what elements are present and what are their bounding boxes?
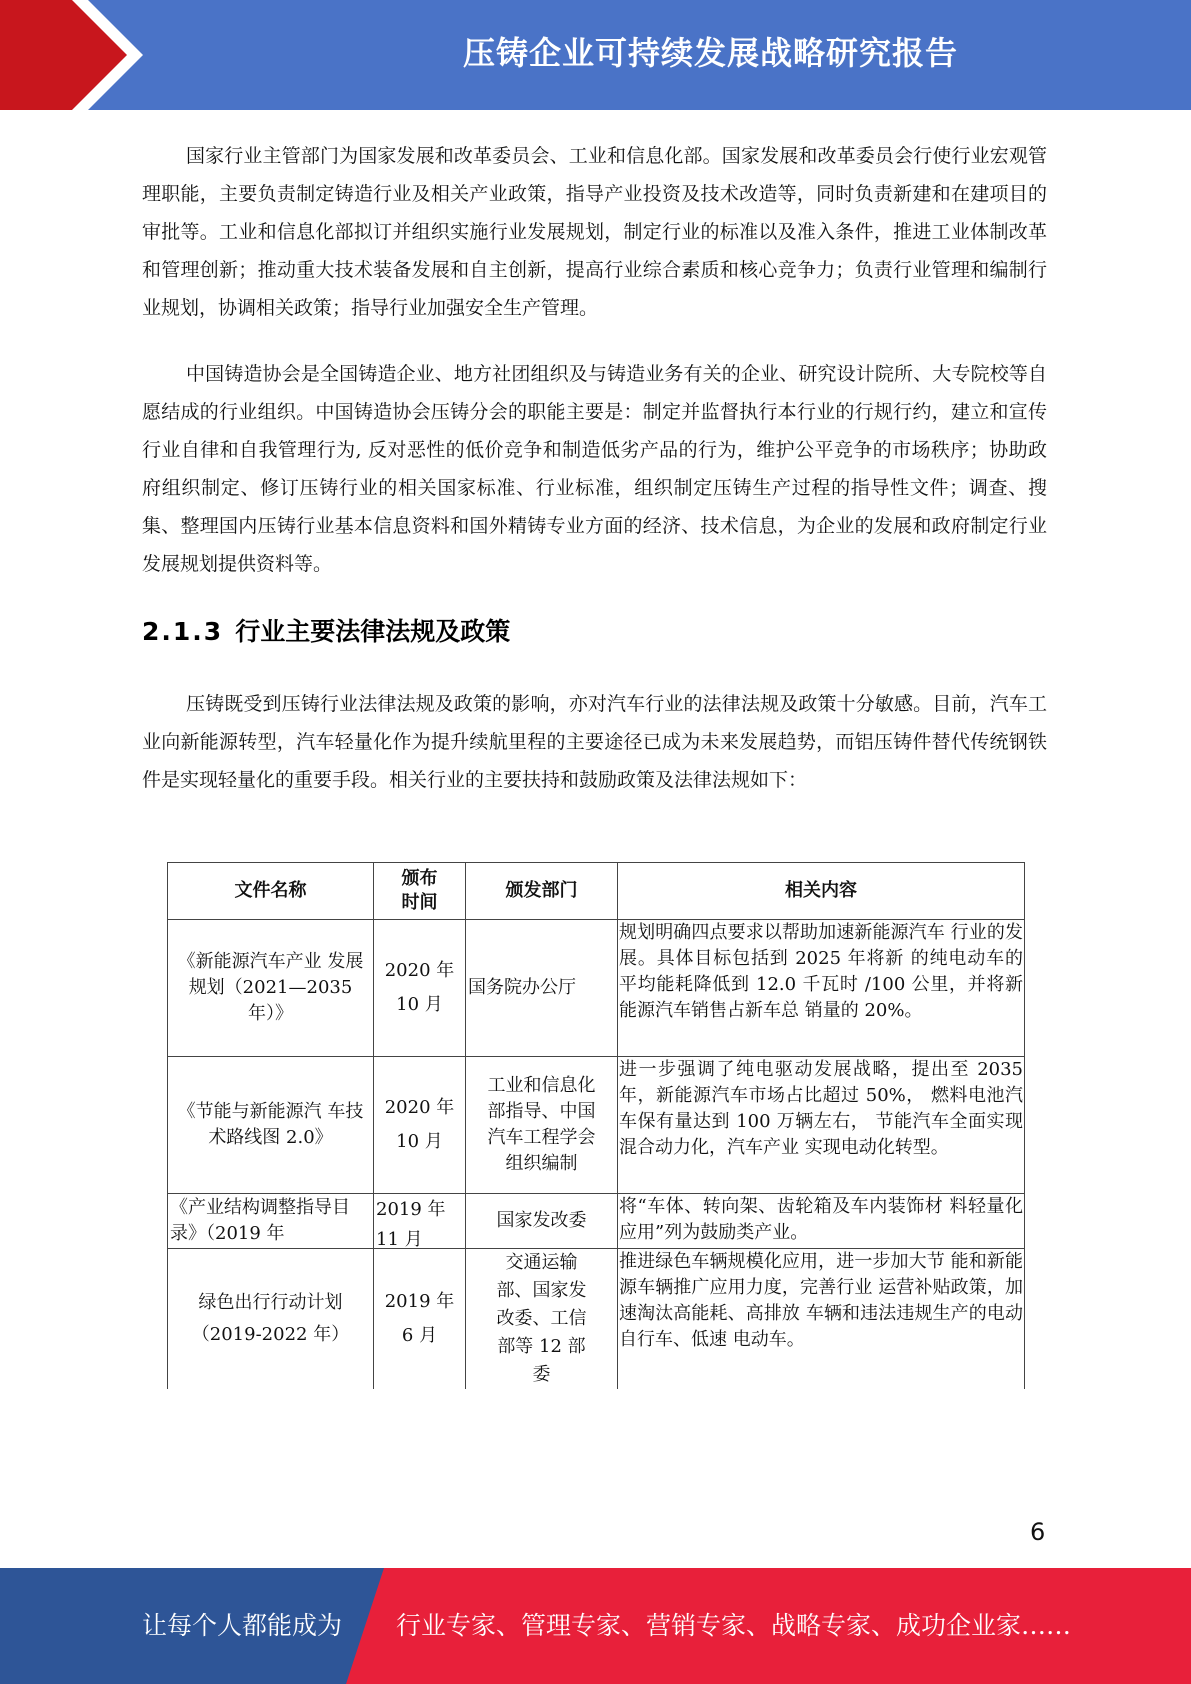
footer-slogan-right: 行业专家、管理专家、营销专家、战略专家、成功企业家……	[396, 1611, 1072, 1640]
cell-content: 将“车体、转向架、齿轮箱及车内装饰材 料轻量化应用”列为鼓励类产业。	[618, 1194, 1025, 1249]
footer-slogan-left: 让每个人都能成为	[142, 1611, 343, 1640]
cell-issue-time: 2019 年 11 月	[374, 1194, 466, 1249]
table-row	[168, 1249, 1025, 1390]
cell-document-name: 《产业结构调整指导目录》（2019 年	[168, 1194, 374, 1249]
cell-content: 进一步强调了纯电驱动发展战略，提出至 2035 年，新能源汽车市场占比超过 50%， 燃料电池汽车保有量达到 100 万辆左右， 节能汽车全面实现混合动力化，汽车产业 实现电动化转型。	[618, 1057, 1025, 1194]
cell-document-name: 《新能源汽车产业 发展规划（2021—2035 年）》	[168, 920, 374, 1057]
cell-issuing-dept: 工业和信息化部指导、中国汽车工程学会组织编制	[466, 1057, 618, 1194]
table-header-row	[168, 863, 1025, 920]
table-row	[168, 1194, 1025, 1249]
cell-issue-time: 2020 年 10 月	[374, 920, 466, 1057]
cell-content: 规划明确四点要求以帮助加速新能源汽车 行业的发展。具体目标包括到 2025 年将新 的纯电动车的平均能耗降低到 12.0 千瓦时 /100 公里，并将新能源汽车销售占新车总 销量的 20%。	[618, 920, 1025, 1057]
page-footer	[0, 1568, 1191, 1684]
header-content: 相关内容	[618, 863, 1025, 920]
report-title: 压铸企业可持续发展战略研究报告	[462, 34, 958, 72]
header-issue-time: 颁布时间	[374, 863, 466, 920]
cell-issue-time: 2019 年 6 月	[374, 1249, 466, 1390]
paragraph-regulators: 国家行业主管部门为国家发展和改革委员会、工业和信息化部。国家发展和改革委员会行使行业宏观管理职能，主要负责制定铸造行业及相关产业政策，指导产业投资及技术改造等，同时负责新建和在建项目的审批等。工业和信息化部拟订并组织实施行业发展规划，制定行业的标准以及准入条件，推进工业体制改革和管理创新；推动重大技术装备发展和自主创新，提高行业综合素质和核心竞争力；负责行业管理和编制行业规划，协调相关政策；指导行业加强安全生产管理。	[142, 145, 1047, 319]
chevron-decoration-icon	[0, 0, 160, 110]
paragraph-association: 中国铸造协会是全国铸造企业、地方社团组织及与铸造业务有关的企业、研究设计院所、大专院校等自愿结成的行业组织。中国铸造协会压铸分会的职能主要是：制定并监督执行本行业的行规行约，建立和宣传行业自律和自我管理行为, 反对恶性的低价竞争和制造低劣产品的行为，维护公平竞争的市场秩序；协助政府组织制定、修订压铸行业的相关国家标准、行业标准，组织制定压铸生产过程的指导性文件；调查、搜集、整理国内压铸行业基本信息资料和国外精铸专业方面的经济、技术信息，为企业的发展和政府制定行业发展规划提供资料等。	[142, 363, 1047, 575]
paragraph-policy-intro: 压铸既受到压铸行业法律法规及政策的影响，亦对汽车行业的法律法规及政策十分敏感。目前，汽车工业向新能源转型，汽车轻量化作为提升续航里程的主要途径已成为未来发展趋势，而铝压铸件替代传统钢铁件是实现轻量化的重要手段。相关行业的主要扶持和鼓励政策及法律法规如下：	[142, 693, 1047, 791]
section-heading	[142, 612, 510, 648]
cell-issuing-dept: 交通运输部、国家发改委、工信部等 12 部委	[466, 1249, 618, 1390]
table-row	[168, 1057, 1025, 1194]
page-number: 6	[1030, 1518, 1046, 1546]
cell-content: 推进绿色车辆规模化应用，进一步加大节 能和新能源车辆推广应用力度，完善行业 运营补贴政策，加速淘汰高能耗、高排放 车辆和违法违规生产的电动自行车、低速 电动车。	[618, 1249, 1025, 1390]
policy-table	[167, 862, 1025, 1389]
cell-issuing-dept: 国家发改委	[466, 1194, 618, 1249]
section-number: 2.1.3	[142, 617, 224, 646]
header-issuing-dept: 颁发部门	[466, 863, 618, 920]
page-header	[0, 0, 1191, 110]
cell-document-name: 绿色出行行动计划（2019-2022 年）	[168, 1249, 374, 1390]
header-document-name: 文件名称	[168, 863, 374, 920]
section-title: 行业主要法律法规及政策	[235, 617, 511, 646]
table-row	[168, 920, 1025, 1057]
cell-issuing-dept: 国务院办公厅	[466, 920, 618, 1057]
cell-document-name: 《节能与新能源汽 车技术路线图 2.0》	[168, 1057, 374, 1194]
cell-issue-time: 2020 年 10 月	[374, 1057, 466, 1194]
